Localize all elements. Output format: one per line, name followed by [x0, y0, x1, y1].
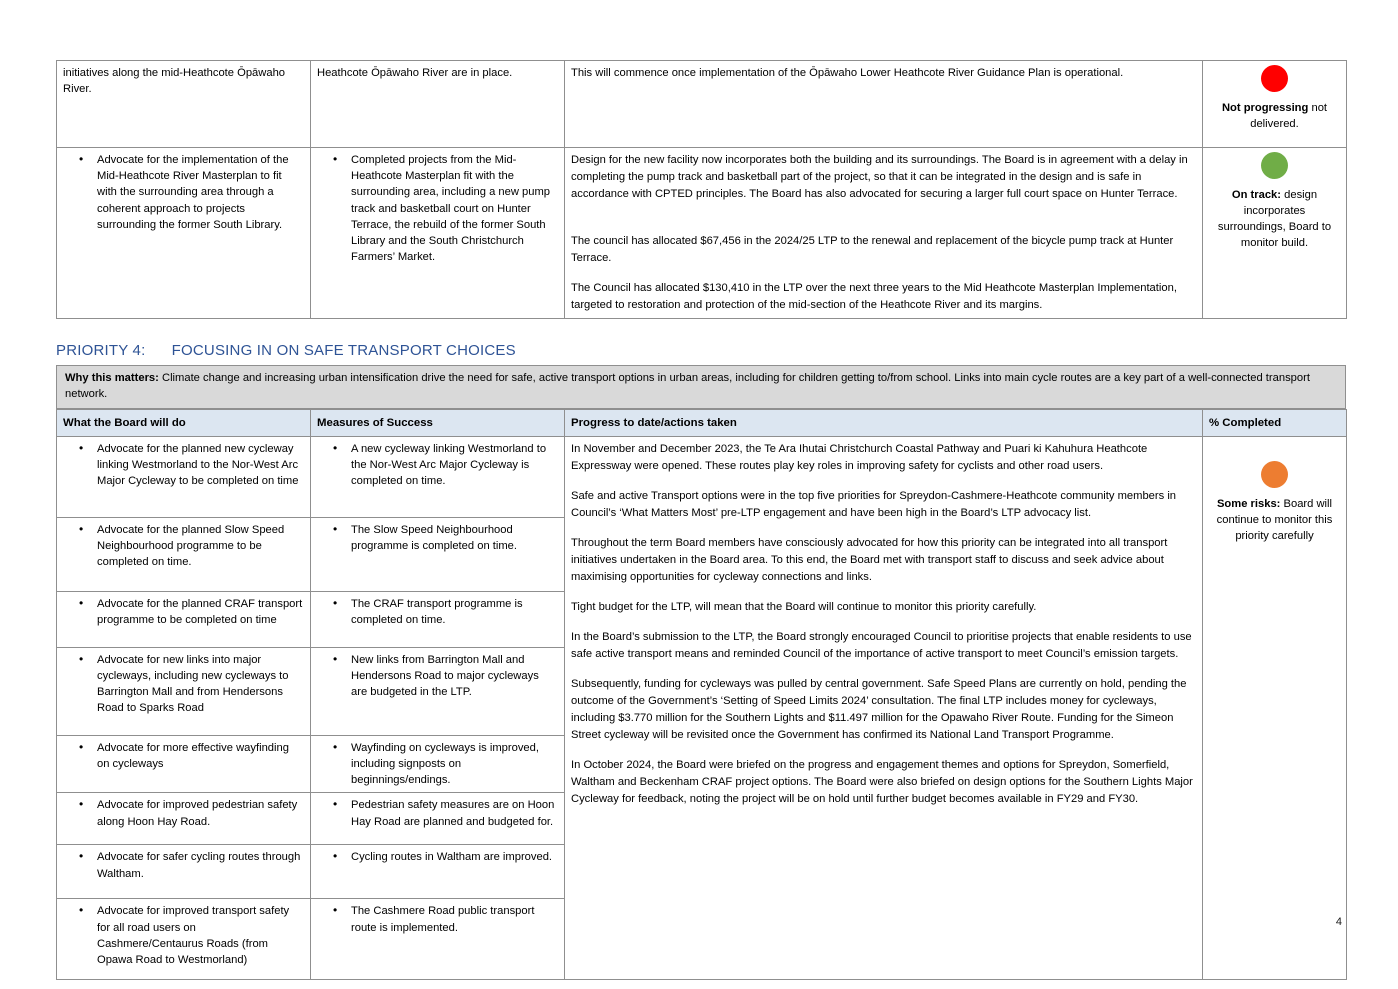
list-item: • Wayfinding on cycleways is improved, including signposts on beginnings/endings. — [337, 740, 558, 789]
progress-paragraph: The Council has allocated $130,410 in the LTP over the next three years to the Mid Heathcote Masterplan Implementation, targeted to restoration and protection of the mid-section of the Heathcote River and its margins. — [571, 282, 1177, 312]
what-bullet-list — [63, 441, 304, 490]
progress-paragraph: Design for the new facility now incorporates both the building and its surroundings. The Board is in agreement with a delay in completing the pump track and basketball part of the project, so that it can be integrated in the design and is safe in accordance with CPTED principles. The Board has also advocated for securing a larger full court space on Hunter Terrace. — [571, 154, 1188, 201]
table-header-row — [57, 409, 1347, 436]
status-dot-green-icon — [1261, 152, 1288, 179]
progress-paragraph: In November and December 2023, the Te Ara Ihutai Christchurch Coastal Pathway and Puari ki Kahuhura Heathcote Expressway were opened. These routes play key roles in improving safety for cyclists and other road users. — [571, 442, 1148, 472]
what-bullet-list — [63, 849, 304, 881]
what-cell — [57, 61, 311, 148]
measures-cell — [311, 647, 565, 735]
measures-text: Heathcote Ōpāwaho River are in place. — [317, 67, 513, 79]
what-cell — [57, 845, 311, 899]
header-measures: Measures of Success — [311, 409, 565, 436]
why-this-matters-banner — [56, 365, 1346, 408]
measures-bullet-list — [317, 652, 558, 701]
what-cell — [57, 148, 311, 319]
measures-cell — [311, 845, 565, 899]
list-item: • The CRAF transport programme is completed on time. — [337, 596, 558, 628]
header-completed: % Completed — [1203, 409, 1347, 436]
progress-paragraph: This will commence once implementation of the Ōpāwaho Lower Heathcote River Guidance Plan is operational. — [571, 67, 1124, 79]
measures-bullet-list — [317, 903, 558, 935]
what-bullet-list — [63, 797, 304, 829]
measures-bullet-list — [317, 849, 558, 865]
what-text: initiatives along the mid-Heathcote Ōpāwaho River. — [63, 67, 286, 96]
measures-cell — [311, 793, 565, 845]
table-row — [57, 61, 1347, 148]
progress-paragraph: In October 2024, the Board were briefed on the progress and engagement themes and options for Spreydon, Somerfield, Waltham and Beckenham CRAF project options. The Board were also briefed on design options for the Southern Lights Major Cycleway for feedback, noting the project will be on hold until further budget becomes available in FY29 and FY30. — [571, 758, 1193, 806]
header-progress: Progress to date/actions taken — [565, 409, 1203, 436]
what-cell — [57, 591, 311, 647]
what-cell — [57, 793, 311, 845]
measures-cell — [311, 61, 565, 148]
list-item: • Advocate for the implementation of the Mid-Heathcote River Masterplan to fit with the surrounding area through a coherent approach to projects surrounding the former South Library. — [83, 152, 304, 233]
status-dot-orange-icon — [1261, 461, 1288, 488]
measures-bullet-list — [317, 797, 558, 829]
list-item: • A new cycleway linking Westmorland to the Nor-West Arc Major Cycleway is completed on time. — [337, 441, 558, 490]
list-item: • Advocate for new links into major cycleways, including new cycleways to Barrington Mall and from Hendersons Road to Sparks Road — [83, 652, 304, 717]
measures-cell — [311, 591, 565, 647]
list-item: • Advocate for the planned CRAF transport programme to be completed on time — [83, 596, 304, 628]
progress-paragraph: Subsequently, funding for cycleways was pulled by central government. Safe Speed Plans are currently on hold, pending the outcome of the Government’s ‘Setting of Speed Limits 2024’ consultation. The final LTP includes money for cycleways, including $3.770 million for the Southern Lights and $11.497 million for the Opawaho River Route. Funding for the Simeon Street cycleway will be revisited once the Government has confirmed its National Land Transport Programme. — [571, 677, 1187, 741]
progress-paragraph: In the Board’s submission to the LTP, the Board strongly encouraged Council to prioritise projects that enable residents to use safe active transport means and reminded Council of the importance of active transport to meet Council’s emission targets. — [571, 630, 1192, 660]
page-number: 4 — [1335, 916, 1342, 928]
status-dot-red-icon — [1261, 65, 1288, 92]
priority3-continued-table — [56, 60, 1347, 319]
table-row — [57, 436, 1347, 517]
list-item: • New links from Barrington Mall and Hendersons Road to major cycleways are budgeted in the LTP. — [337, 652, 558, 701]
measures-cell — [311, 899, 565, 980]
status-label: Not progressing — [1221, 102, 1309, 114]
what-bullet-list — [63, 522, 304, 571]
status-text — [1209, 100, 1340, 132]
list-item: • Pedestrian safety measures are on Hoon Hay Road are planned and budgeted for. — [337, 797, 558, 829]
progress-cell — [565, 61, 1203, 148]
priority-title: FOCUSING IN ON SAFE TRANSPORT CHOICES — [171, 342, 516, 360]
list-item: • Advocate for more effective wayfinding on cycleways — [83, 740, 304, 772]
status-cell — [1203, 61, 1347, 148]
measures-cell — [311, 436, 565, 517]
status-cell — [1203, 148, 1347, 319]
list-item: • Cycling routes in Waltham are improved. — [337, 849, 558, 865]
priority-label: PRIORITY 4: — [56, 342, 146, 360]
measures-bullet-list — [317, 740, 558, 789]
progress-paragraph: The council has allocated $67,456 in the 2024/25 LTP to the renewal and replacement of the bicycle pump track at Hunter Terrace. — [571, 235, 1174, 265]
what-bullet-list — [63, 596, 304, 628]
header-what: What the Board will do — [57, 409, 311, 436]
priority4-table — [56, 409, 1347, 981]
list-item: • Completed projects from the Mid-Heathcote Masterplan fit with the surrounding area, including a new pump track and basketball court on Hunter Terrace, the rebuild of the former South Library and the South Christchurch Farmers’ Market. — [337, 152, 558, 266]
why-this-matters-text: Climate change and increasing urban intensification drive the need for safe, active transport options in urban areas, including for children getting to/from school. Links into main cycle routes are a key part of a well-connected transport network. — [65, 372, 1310, 401]
status-text — [1209, 187, 1340, 252]
why-this-matters-label: Why this matters: — [65, 372, 159, 385]
list-item: • Advocate for the planned new cycleway linking Westmorland to the Nor-West Arc Major Cycleway to be completed on time — [83, 441, 304, 490]
status-label: Some risks: — [1216, 497, 1281, 510]
what-bullet-list — [63, 740, 304, 772]
continued-table-wrapper — [0, 0, 1398, 319]
table-row — [57, 148, 1347, 319]
list-item: • Advocate for improved transport safety for all road users on Cashmere/Centaurus Roads (from Opawa Road to Westmorland) — [83, 903, 304, 968]
status-detail: Board will continue to monitor this priority carefully — [1216, 497, 1333, 543]
status-label: On track: — [1231, 189, 1282, 201]
status-cell — [1203, 436, 1347, 980]
status-text — [1209, 496, 1340, 544]
list-item: • Advocate for improved pedestrian safety along Hoon Hay Road. — [83, 797, 304, 829]
what-cell — [57, 436, 311, 517]
priority-heading — [56, 342, 1398, 359]
measures-bullet-list — [317, 441, 558, 490]
what-cell — [57, 647, 311, 735]
measures-cell — [311, 148, 565, 319]
what-bullet-list — [63, 652, 304, 717]
what-cell — [57, 899, 311, 980]
progress-cell — [565, 148, 1203, 319]
progress-paragraph: Safe and active Transport options were in the top five priorities for Spreydon-Cashmere-Heathcote community members in Council’s ‘What Matters Most’ pre-LTP engagement and have been high in the Board’s LTP advocacy list. — [571, 489, 1177, 519]
list-item: • The Cashmere Road public transport route is implemented. — [337, 903, 558, 935]
measures-cell — [311, 735, 565, 793]
what-bullet-list — [63, 152, 304, 233]
measures-bullet-list — [317, 522, 558, 554]
measures-cell — [311, 517, 565, 591]
what-bullet-list — [63, 903, 304, 968]
progress-paragraph: Tight budget for the LTP, will mean that the Board will continue to monitor this priority carefully. — [571, 600, 1037, 613]
status-detail: not delivered. — [1250, 102, 1328, 131]
measures-bullet-list — [317, 596, 558, 628]
progress-cell — [565, 436, 1203, 980]
what-cell — [57, 517, 311, 591]
measures-bullet-list — [317, 152, 558, 266]
progress-paragraph: Throughout the term Board members have consciously advocated for how this priority can be integrated into all transport initiatives undertaken in the Board area. To this end, the Board met with transport staff to discuss and seek advice about maximising opportunities for cycleway connections and links. — [571, 536, 1168, 583]
status-detail: design incorporates surroundings, Board to monitor build. — [1217, 189, 1332, 250]
what-cell — [57, 735, 311, 793]
list-item: • Advocate for the planned Slow Speed Neighbourhood programme to be completed on time. — [83, 522, 304, 571]
list-item: • Advocate for safer cycling routes through Waltham. — [83, 849, 304, 881]
list-item: • The Slow Speed Neighbourhood programme is completed on time. — [337, 522, 558, 554]
